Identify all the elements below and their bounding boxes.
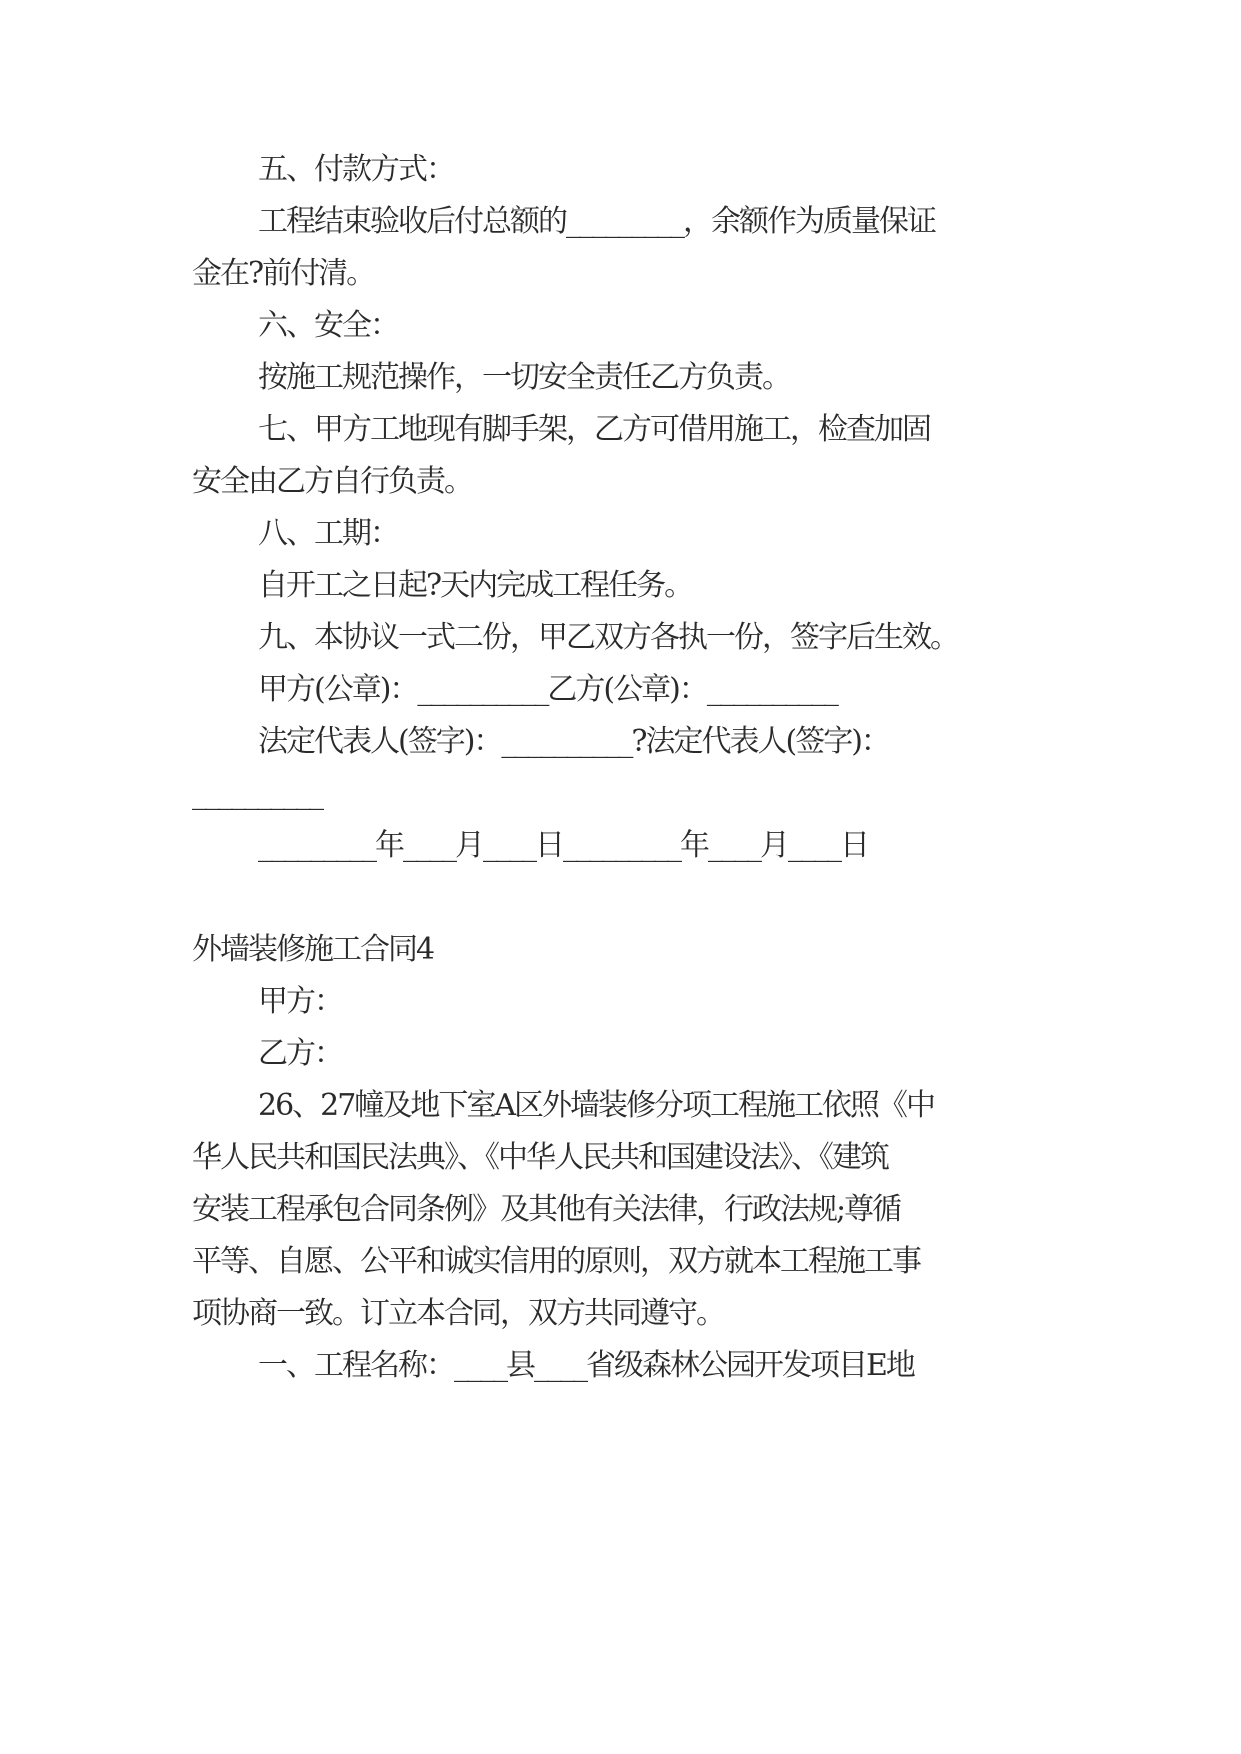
party-b-label: 乙方： bbox=[258, 1036, 342, 1071]
section-6-heading: 六、安全： bbox=[258, 308, 398, 343]
section-5-heading: 五、付款方式： bbox=[258, 152, 454, 187]
section-1-heading: 一、工程名称：____县____省级森林公园开发项目E地 bbox=[258, 1348, 914, 1383]
signature-representative-line: 法定代表人(签字)：__________?法定代表人(签字)： bbox=[258, 724, 889, 759]
paragraph-line: 金在?前付清。 bbox=[192, 256, 375, 291]
signature-blank-line: __________ bbox=[192, 776, 322, 811]
paragraph-line: 项协商一致。订立本合同，双方共同遵守。 bbox=[192, 1296, 724, 1331]
paragraph-line: 华人民共和国民法典》、《中华人民共和国建设法》、《建筑 bbox=[192, 1140, 888, 1175]
paragraph-line: 九、本协议一式二份，甲乙双方各执一份，签字后生效。 bbox=[258, 620, 958, 655]
party-a-label: 甲方： bbox=[258, 984, 342, 1019]
paragraph-line: 安装工程承包合同条例》及其他有关法律，行政法规;尊循 bbox=[192, 1192, 901, 1227]
paragraph-line: 工程结束验收后付总额的_________，余额作为质量保证 bbox=[258, 204, 935, 239]
signature-party-line: 甲方(公章)：__________乙方(公章)：__________ bbox=[258, 672, 837, 707]
date-line: _________年____月____日_________年____月____日 bbox=[258, 828, 868, 863]
paragraph-line: 七、甲方工地现有脚手架，乙方可借用施工，检查加固 bbox=[258, 412, 930, 447]
contract-title: 外墙装修施工合同4 bbox=[192, 932, 434, 967]
section-8-heading: 八、工期： bbox=[258, 516, 398, 551]
paragraph-line: 安全由乙方自行负责。 bbox=[192, 464, 472, 499]
paragraph-line: 26、27幢及地下室A区外墙装修分项工程施工依照《中 bbox=[258, 1088, 935, 1123]
paragraph-line: 按施工规范操作，一切安全责任乙方负责。 bbox=[258, 360, 790, 395]
paragraph-line: 自开工之日起?天内完成工程任务。 bbox=[258, 568, 693, 603]
paragraph-line: 平等、自愿、公平和诚实信用的原则，双方就本工程施工事 bbox=[192, 1244, 920, 1279]
